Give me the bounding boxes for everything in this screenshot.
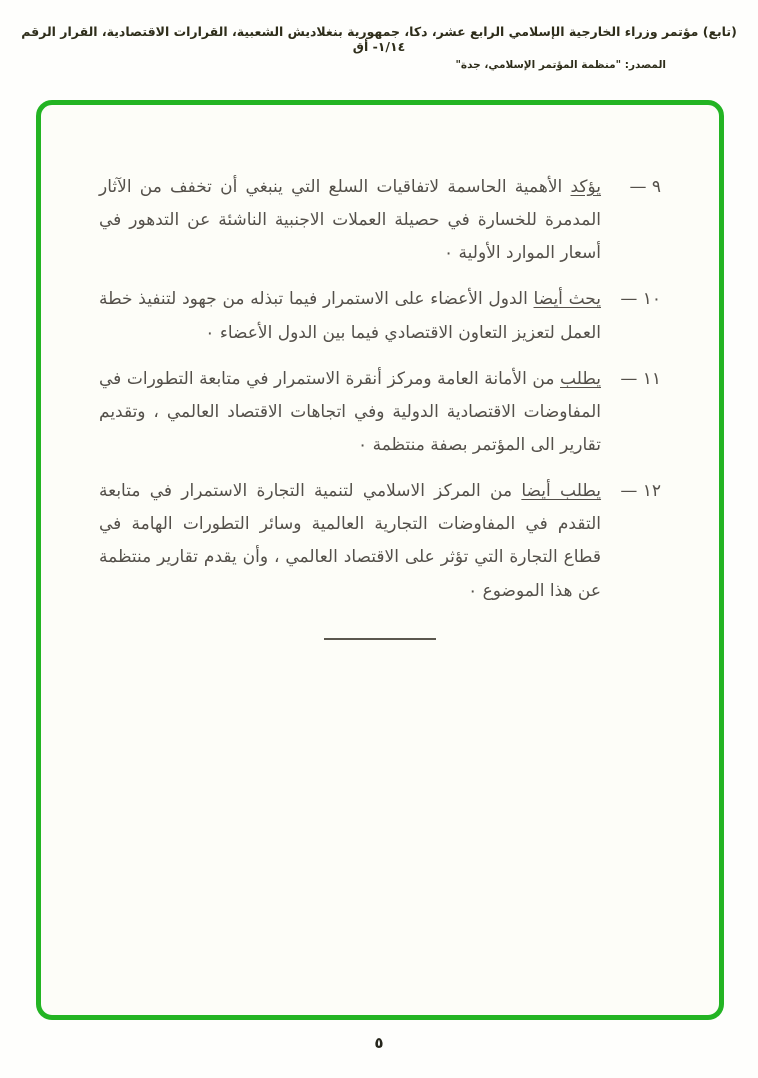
resolution-item-11 (99, 363, 661, 462)
scanned-document-frame (36, 100, 724, 1020)
item-lead-word: يحث أيضا (533, 289, 601, 310)
item-text (99, 283, 601, 349)
header-source: المصدر: "منظمة المؤتمر الإسلامي، جدة" (455, 59, 666, 71)
page-footer (0, 1034, 758, 1052)
scanned-document-content (41, 105, 719, 640)
page-number: ٥ (374, 1034, 384, 1052)
item-lead-word: يطلب (560, 368, 601, 389)
item-body-text: من المركز الاسلامي لتنمية التجارة الاستمرار في متابعة التقدم في المفاوضات التجارية العالمية وسائر التطورات الهامة في قطاع التجارة التي تؤثر على الاقتصاد العالمي ، وأن يقدم تقارير منتظمة عن هذا الموضوع ٠ (99, 481, 601, 601)
item-text (99, 475, 601, 608)
item-number: ١٢ — (620, 481, 661, 502)
item-lead-word: يطلب أيضا (521, 481, 602, 502)
item-number: ١١ — (620, 368, 661, 389)
item-number: ١٠ — (620, 289, 661, 310)
item-body-text: الأهمية الحاسمة لاتفاقيات السلع التي ينبغي أن تخفف من الآثار المدمرة للخسارة في حصيلة العملات الاجنبية الناشئة عن التدهور في أسعار الموارد الأولية ٠ (99, 177, 601, 264)
end-of-text-divider (324, 638, 436, 640)
item-text (99, 363, 601, 462)
header-title: (تابع) مؤتمر وزراء الخارجية الإسلامي الرابع عشر، دكا، جمهورية بنغلاديش الشعبية، القرارات الاقتصادية، القرار الرقم ١/١٤- أق (21, 24, 737, 54)
item-body-text: الدول الأعضاء على الاستمرار فيما تبذله من جهود لتنفيذ خطة العمل لتعزيز التعاون الاقتصادي فيما بين الدول الأعضاء ٠ (99, 289, 601, 343)
item-body-text: من الأمانة العامة ومركز أنقرة الاستمرار في متابعة التطورات في المفاوضات الاقتصادية الدولية وفي اتجاهات الاقتصاد العالمي ، وتقديم تقارير الى المؤتمر بصفة منتظمة ٠ (99, 368, 601, 455)
document-header (0, 0, 758, 71)
resolution-item-9 (99, 171, 661, 270)
item-number: ٩ — (629, 177, 661, 197)
item-text (99, 171, 601, 270)
resolution-item-10 (99, 283, 661, 349)
item-lead-word: يؤكد (570, 177, 602, 197)
resolution-item-12 (99, 475, 661, 608)
